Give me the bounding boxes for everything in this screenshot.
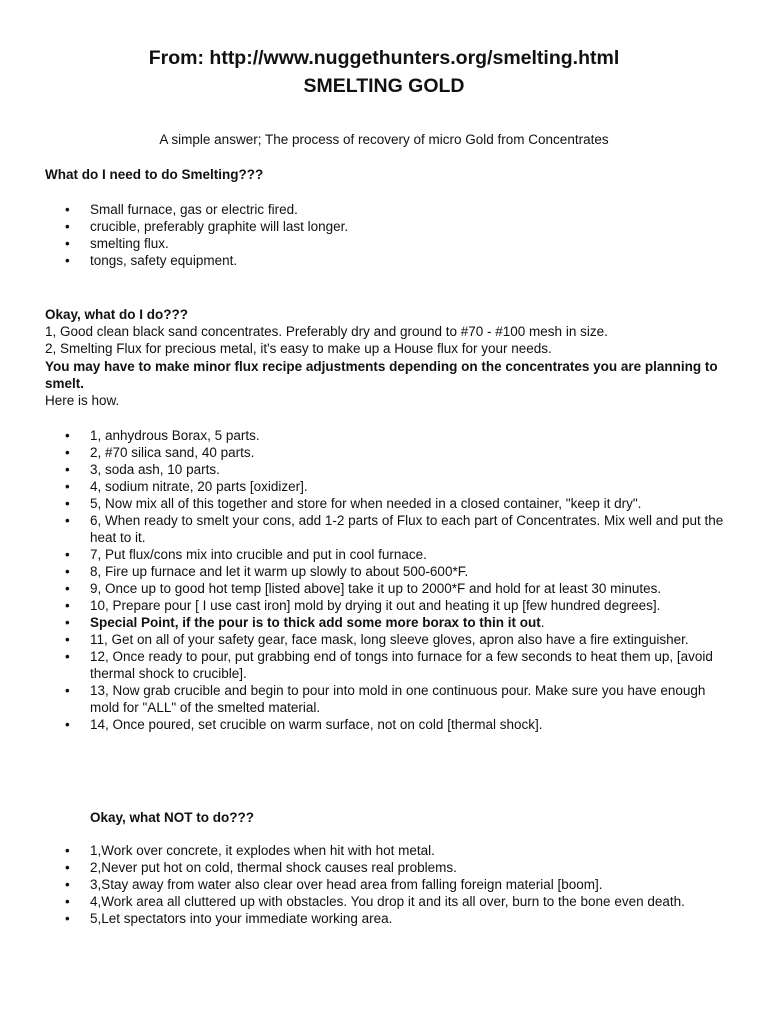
list-item: • 8, Fire up furnace and let it warm up slowly to about 500-600*F.: [45, 563, 735, 580]
list-item: • smelting flux.: [45, 235, 735, 252]
list-item: • 6, When ready to smelt your cons, add 1-2 parts of Flux to each part of Concentrates. Mix well and put the heat to it.: [45, 512, 735, 546]
list-item: • 1, anhydrous Borax, 5 parts.: [45, 427, 735, 444]
list-item: • crucible, preferably graphite will last longer.: [45, 218, 735, 235]
dont-list: [45, 842, 735, 927]
steps-list: [45, 427, 735, 733]
intro-text: A simple answer; The process of recovery of micro Gold from Concentrates: [159, 132, 609, 147]
paragraph: 2, Smelting Flux for precious metal, it's easy to make up a House flux for your needs.: [45, 341, 552, 356]
list-item: • Small furnace, gas or electric fired.: [45, 201, 735, 218]
section-heading-need: What do I need to do Smelting???: [45, 167, 264, 182]
list-item: • 14, Once poured, set crucible on warm surface, not on cold [thermal shock].: [45, 716, 735, 733]
list-item: • 5, Now mix all of this together and store for when needed in a closed container, "keep it dry".: [45, 495, 735, 512]
section-heading-not-do: Okay, what NOT to do???: [90, 810, 254, 825]
list-item: • 2,Never put hot on cold, thermal shock causes real problems.: [45, 859, 735, 876]
list-item: • 11, Get on all of your safety gear, face mask, long sleeve gloves, apron also have a fire extinguisher.: [45, 631, 735, 648]
paragraph: Here is how.: [45, 393, 120, 408]
list-item: • 4,Work area all cluttered up with obstacles. You drop it and its all over, burn to the bone even death.: [45, 893, 735, 910]
list-item: • Special Point, if the pour is to thick add some more borax to thin it out.: [45, 614, 735, 631]
list-item: • 3,Stay away from water also clear over head area from falling foreign material [boom].: [45, 876, 735, 893]
needs-list: [45, 201, 735, 269]
list-item: • 9, Once up to good hot temp [listed above] take it up to 2000*F and hold for at least 30 minutes.: [45, 580, 735, 597]
list-item: • 10, Prepare pour [ I use cast iron] mold by drying it out and heating it up [few hundred degrees].: [45, 597, 735, 614]
list-item: • 13, Now grab crucible and begin to pour into mold in one continuous pour. Make sure you have enough mold for "ALL" of the smelted material.: [45, 682, 735, 716]
list-item: • 4, sodium nitrate, 20 parts [oxidizer].: [45, 478, 735, 495]
source-heading: From: http://www.nuggethunters.org/smelting.html: [148, 47, 620, 69]
section-heading-do: Okay, what do I do???: [45, 307, 189, 322]
paragraph: 1, Good clean black sand concentrates. Preferably dry and ground to #70 - #100 mesh in size.: [45, 324, 608, 339]
warning-text: You may have to make minor flux recipe adjustments depending on the concentrates you are planning to smelt.: [45, 359, 718, 391]
special-point-text: Special Point, if the pour is to thick add some more borax to thin it out: [90, 615, 541, 630]
list-item: • 3, soda ash, 10 parts.: [45, 461, 735, 478]
list-item: • 2, #70 silica sand, 40 parts.: [45, 444, 735, 461]
list-item: • 12, Once ready to pour, put grabbing end of tongs into furnace for a few seconds to heat them up, [avoid thermal shock to crucible].: [45, 648, 735, 682]
list-item: • tongs, safety equipment.: [45, 252, 735, 269]
list-item: • 1,Work over concrete, it explodes when hit with hot metal.: [45, 842, 735, 859]
page-title: SMELTING GOLD: [303, 75, 465, 97]
list-item: • 7, Put flux/cons mix into crucible and put in cool furnace.: [45, 546, 735, 563]
list-item: • 5,Let spectators into your immediate working area.: [45, 910, 735, 927]
